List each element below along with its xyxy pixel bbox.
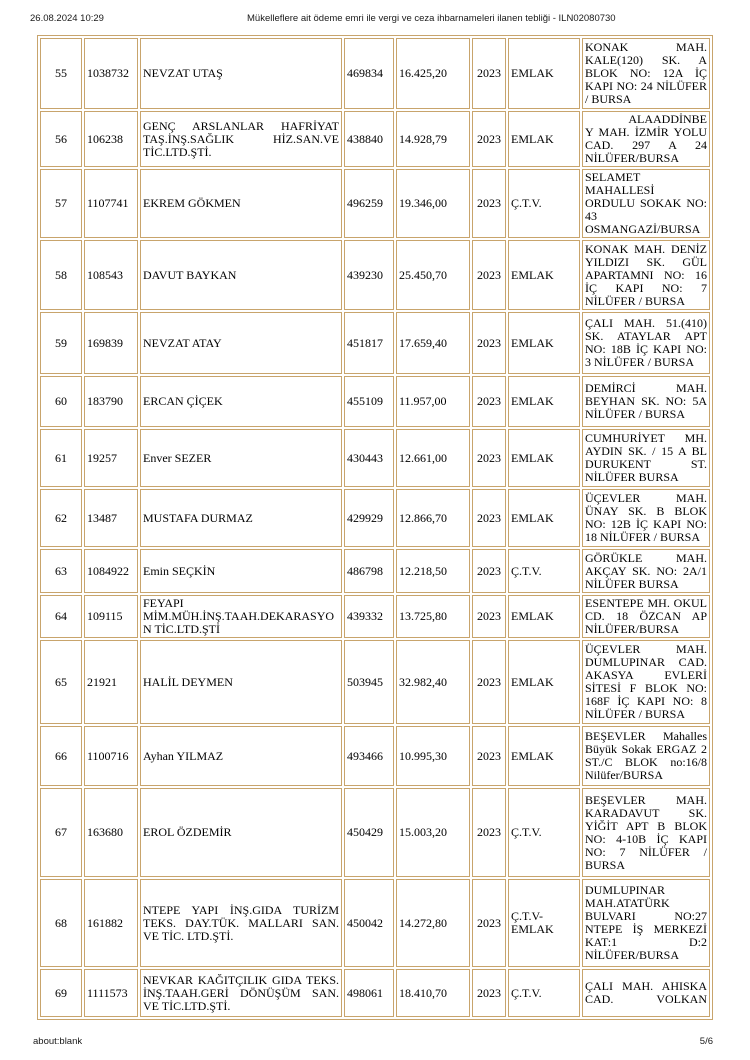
- cell-tax-id: 1038732: [84, 38, 138, 109]
- cell-document-number: 450042: [344, 879, 394, 967]
- table-row: [40, 240, 710, 310]
- table-row: [40, 489, 710, 547]
- cell-tax-id: 106238: [84, 111, 138, 167]
- print-datetime: 26.08.2024 10:29: [30, 13, 104, 24]
- cell-document-number: 451817: [344, 312, 394, 374]
- cell-tax-type: Ç.T.V.: [508, 788, 580, 877]
- taxpayer-notice-table: [37, 35, 713, 1020]
- cell-tax-type: EMLAK: [508, 726, 580, 786]
- source-url: about:blank: [33, 1036, 83, 1047]
- cell-taxpayer-name: NTEPE YAPI İNŞ.GIDA TURİZM TEKS. DAY.TÜK. MALLARI SAN. VE TİC. LTD.ŞTİ.: [140, 879, 342, 967]
- cell-amount: 15.003,20: [396, 788, 470, 877]
- cell-row-number: 61: [40, 429, 82, 487]
- cell-amount: 14.272,80: [396, 879, 470, 967]
- cell-tax-type: EMLAK: [508, 595, 580, 638]
- cell-taxpayer-name: HALİL DEYMEN: [140, 640, 342, 724]
- cell-address: CUMHURİYET MH. AYDIN SK. / 15 A BL DURUKENT ST. NİLÜFER BURSA: [582, 429, 710, 487]
- table-row: [40, 595, 710, 638]
- cell-document-number: 503945: [344, 640, 394, 724]
- document-title: Mükelleflere ait ödeme emri ile vergi ve ceza ihbarnameleri ilanen tebliği - ILN02080730: [247, 13, 616, 24]
- cell-taxpayer-name: NEVZAT UTAŞ: [140, 38, 342, 109]
- cell-address: DEMİRCİ MAH. BEYHAN SK. NO: 5A NİLÜFER / BURSA: [582, 376, 710, 427]
- cell-tax-type: EMLAK: [508, 429, 580, 487]
- cell-year: 2023: [472, 640, 506, 724]
- cell-amount: 18.410,70: [396, 969, 470, 1017]
- cell-year: 2023: [472, 489, 506, 547]
- cell-taxpayer-name: NEVZAT ATAY: [140, 312, 342, 374]
- cell-row-number: 69: [40, 969, 82, 1017]
- table-row: [40, 969, 710, 1017]
- cell-row-number: 66: [40, 726, 82, 786]
- cell-address: ALAADDİNBEY MAH. İZMİR YOLU CAD. 297 A 24 NİLÜFER/BURSA: [582, 111, 710, 167]
- cell-address: ÜÇEVLER MAH. DUMLUPINAR CAD. AKASYA EVLERİ SİTESİ F BLOK NO: 168F İÇ KAPI NO: 8 NİLÜFER / BURSA: [582, 640, 710, 724]
- cell-address: ESENTEPE MH. OKUL CD. 18 ÖZCAN AP NİLÜFER/BURSA: [582, 595, 710, 638]
- cell-year: 2023: [472, 312, 506, 374]
- cell-row-number: 55: [40, 38, 82, 109]
- cell-tax-id: 108543: [84, 240, 138, 310]
- cell-tax-id: 1084922: [84, 549, 138, 593]
- cell-amount: 12.218,50: [396, 549, 470, 593]
- cell-row-number: 59: [40, 312, 82, 374]
- cell-document-number: 439230: [344, 240, 394, 310]
- cell-year: 2023: [472, 788, 506, 877]
- cell-amount: 16.425,20: [396, 38, 470, 109]
- cell-tax-type: EMLAK: [508, 640, 580, 724]
- table-row: [40, 169, 710, 238]
- cell-amount: 11.957,00: [396, 376, 470, 427]
- cell-document-number: 469834: [344, 38, 394, 109]
- cell-taxpayer-name: ERCAN ÇİÇEK: [140, 376, 342, 427]
- cell-row-number: 64: [40, 595, 82, 638]
- cell-document-number: 430443: [344, 429, 394, 487]
- cell-row-number: 67: [40, 788, 82, 877]
- cell-document-number: 439332: [344, 595, 394, 638]
- table-row: [40, 376, 710, 427]
- cell-address: ÜÇEVLER MAH. ÜNAY SK. B BLOK NO: 12B İÇ KAPI NO: 18 NİLÜFER / BURSA: [582, 489, 710, 547]
- cell-document-number: 455109: [344, 376, 394, 427]
- table-row: [40, 312, 710, 374]
- cell-tax-id: 1111573: [84, 969, 138, 1017]
- cell-tax-type: Ç.T.V.: [508, 169, 580, 238]
- table-row: [40, 111, 710, 167]
- cell-row-number: 68: [40, 879, 82, 967]
- cell-tax-type: Ç.T.V.: [508, 969, 580, 1017]
- table-row: [40, 429, 710, 487]
- cell-year: 2023: [472, 595, 506, 638]
- cell-document-number: 486798: [344, 549, 394, 593]
- cell-tax-id: 19257: [84, 429, 138, 487]
- cell-tax-type: EMLAK: [508, 111, 580, 167]
- cell-year: 2023: [472, 429, 506, 487]
- cell-row-number: 56: [40, 111, 82, 167]
- cell-amount: 25.450,70: [396, 240, 470, 310]
- cell-year: 2023: [472, 111, 506, 167]
- cell-row-number: 63: [40, 549, 82, 593]
- cell-address: DUMLUPINAR MAH.ATATÜRK BULVARI NO:27 NTEPE İŞ MERKEZİ KAT:1 D:2 NİLÜFER/BURSA: [582, 879, 710, 967]
- cell-tax-id: 163680: [84, 788, 138, 877]
- cell-tax-id: 1107741: [84, 169, 138, 238]
- cell-tax-id: 183790: [84, 376, 138, 427]
- cell-address: KONAK MAH. DENİZ YILDIZI SK. GÜL APARTAMNI NO: 16 İÇ KAPI NO: 7 NİLÜFER / BURSA: [582, 240, 710, 310]
- table-row: [40, 879, 710, 967]
- table-row: [40, 726, 710, 786]
- cell-address: BEŞEVLER Mahalles Büyük Sokak ERGAZ 2 ST./C BLOK no:16/8 Nilüfer/BURSA: [582, 726, 710, 786]
- cell-amount: 13.725,80: [396, 595, 470, 638]
- cell-year: 2023: [472, 240, 506, 310]
- cell-tax-id: 109115: [84, 595, 138, 638]
- cell-year: 2023: [472, 549, 506, 593]
- notice-table-container: [37, 35, 717, 1023]
- cell-amount: 12.661,00: [396, 429, 470, 487]
- cell-taxpayer-name: Emin SEÇKİN: [140, 549, 342, 593]
- cell-row-number: 58: [40, 240, 82, 310]
- cell-tax-id: 21921: [84, 640, 138, 724]
- cell-taxpayer-name: MUSTAFA DURMAZ: [140, 489, 342, 547]
- cell-year: 2023: [472, 879, 506, 967]
- cell-year: 2023: [472, 38, 506, 109]
- cell-taxpayer-name: EROL ÖZDEMİR: [140, 788, 342, 877]
- cell-tax-type: EMLAK: [508, 312, 580, 374]
- cell-tax-type: EMLAK: [508, 489, 580, 547]
- cell-taxpayer-name: NEVKAR KAĞITÇILIK GIDA TEKS. İNŞ.TAAH.GERİ DÖNÜŞÜM SAN. VE TİC.LTD.ŞTİ.: [140, 969, 342, 1017]
- print-header: [30, 13, 720, 27]
- cell-address: BEŞEVLER MAH. KARADAVUT SK. YİĞİT APT B BLOK NO: 4-10B İÇ KAPI NO: 7 NİLÜFER / BURSA: [582, 788, 710, 877]
- cell-document-number: 498061: [344, 969, 394, 1017]
- cell-taxpayer-name: GENÇ ARSLANLAR HAFRİYAT TAŞ.İNŞ.SAĞLIK HİZ.SAN.VE TİC.LTD.ŞTİ.: [140, 111, 342, 167]
- cell-document-number: 438840: [344, 111, 394, 167]
- cell-amount: 32.982,40: [396, 640, 470, 724]
- table-body: [40, 38, 710, 1017]
- cell-address: GÖRÜKLE MAH. AKÇAY SK. NO: 2A/1 NİLÜFER BURSA: [582, 549, 710, 593]
- cell-taxpayer-name: Enver SEZER: [140, 429, 342, 487]
- cell-document-number: 450429: [344, 788, 394, 877]
- cell-row-number: 65: [40, 640, 82, 724]
- cell-year: 2023: [472, 169, 506, 238]
- cell-row-number: 62: [40, 489, 82, 547]
- cell-year: 2023: [472, 376, 506, 427]
- cell-tax-id: 161882: [84, 879, 138, 967]
- cell-taxpayer-name: EKREM GÖKMEN: [140, 169, 342, 238]
- table-row: [40, 640, 710, 724]
- cell-year: 2023: [472, 726, 506, 786]
- cell-address: SELAMET MAHALLESİ ORDULU SOKAK NO: 43 OSMANGAZİ/BURSA: [582, 169, 710, 238]
- cell-row-number: 57: [40, 169, 82, 238]
- cell-amount: 19.346,00: [396, 169, 470, 238]
- cell-tax-type: Ç.T.V.: [508, 549, 580, 593]
- cell-amount: 14.928,79: [396, 111, 470, 167]
- cell-amount: 17.659,40: [396, 312, 470, 374]
- cell-document-number: 493466: [344, 726, 394, 786]
- cell-document-number: 429929: [344, 489, 394, 547]
- table-row: [40, 788, 710, 877]
- print-footer: [33, 1036, 713, 1047]
- cell-tax-id: 13487: [84, 489, 138, 547]
- page-indicator: 5/6: [699, 1036, 713, 1047]
- cell-amount: 12.866,70: [396, 489, 470, 547]
- cell-address: ÇALI MAH. AHISKA CAD. VOLKAN: [582, 969, 710, 1017]
- cell-amount: 10.995,30: [396, 726, 470, 786]
- table-row: [40, 38, 710, 109]
- cell-tax-type: EMLAK: [508, 376, 580, 427]
- cell-document-number: 496259: [344, 169, 394, 238]
- cell-taxpayer-name: Ayhan YILMAZ: [140, 726, 342, 786]
- cell-tax-type: Ç.T.V- EMLAK: [508, 879, 580, 967]
- cell-tax-type: EMLAK: [508, 38, 580, 109]
- cell-address: KONAK MAH. KALE(120) SK. A BLOK NO: 12A İÇ KAPI NO: 24 NİLÜFER / BURSA: [582, 38, 710, 109]
- table-row: [40, 549, 710, 593]
- cell-address: ÇALI MAH. 51.(410) SK. ATAYLAR APT NO: 18B İÇ KAPI NO: 3 NİLÜFER / BURSA: [582, 312, 710, 374]
- cell-taxpayer-name: DAVUT BAYKAN: [140, 240, 342, 310]
- cell-tax-type: EMLAK: [508, 240, 580, 310]
- cell-year: 2023: [472, 969, 506, 1017]
- cell-tax-id: 1100716: [84, 726, 138, 786]
- cell-taxpayer-name: FEYAPI MİM.MÜH.İNŞ.TAAH.DEKARASYON TİC.LTD.ŞTİ: [140, 595, 342, 638]
- cell-tax-id: 169839: [84, 312, 138, 374]
- cell-row-number: 60: [40, 376, 82, 427]
